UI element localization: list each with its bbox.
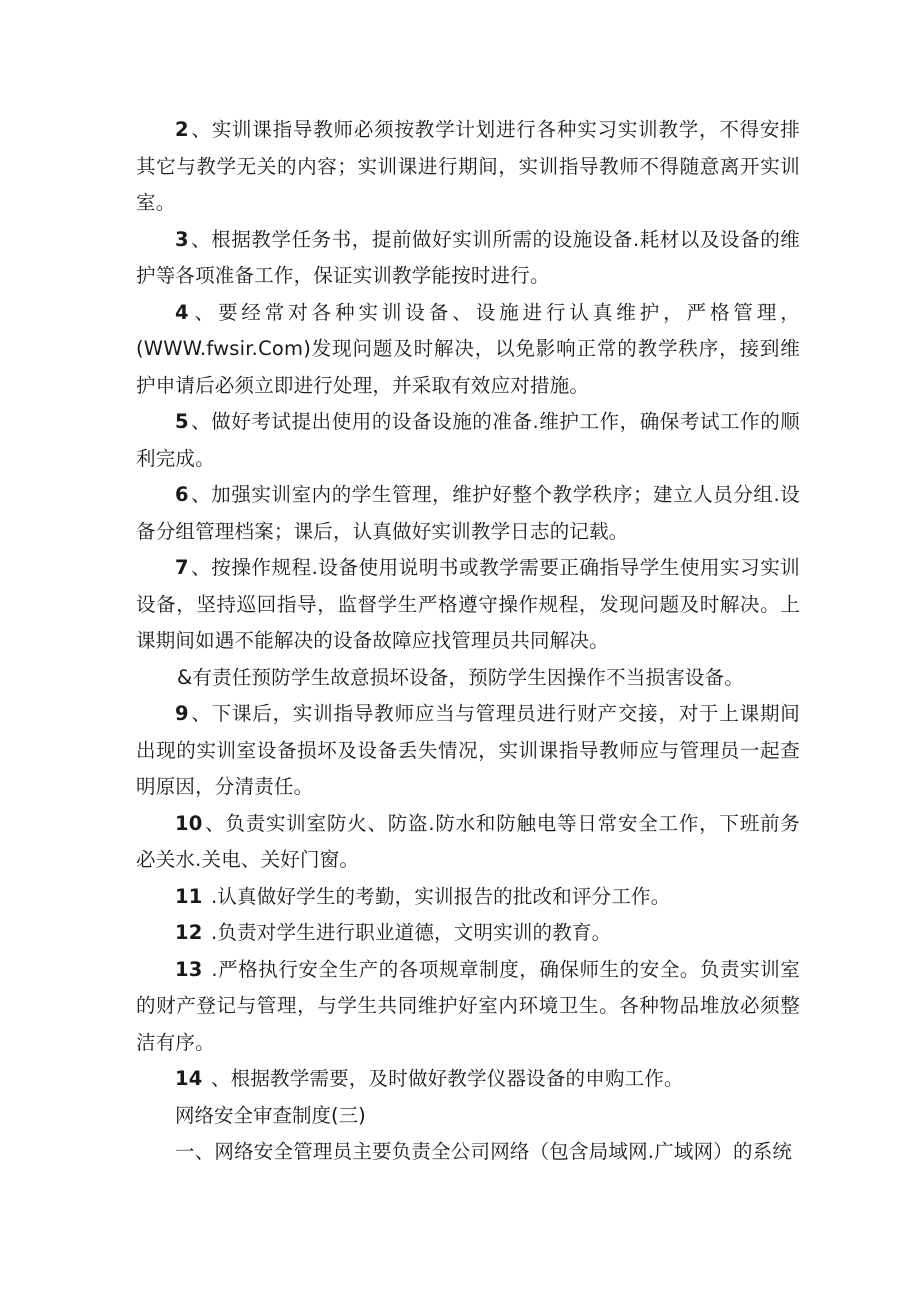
document-page [136,112,800,1171]
paragraph-9 [136,696,800,806]
paragraph-10 [136,806,800,879]
item-number: 5 [175,410,189,433]
item-number: 13 [175,957,203,981]
item-number: 9 [175,702,189,725]
paragraph-8 [136,660,800,697]
item-number: 3 [175,227,189,251]
paragraph-text: 、做好考试提出使用的设备设施的准备.维护工作，确保考试工作的顺利完成。 [136,410,800,470]
paragraph-2 [136,112,800,222]
paragraph-text: 、负责实训室防火、防盗.防水和防触电等日常安全工作，下班前务必关水.关电、关好门窗。 [136,811,800,871]
item-number: 11 [175,884,203,908]
paragraph-11 [136,879,800,916]
item-number: 2 [175,118,189,141]
paragraph-text: 、要经常对各种实训设备、设施进行认真维护，严格管理，(WWW.fwsir.Com)发现问题及时解决，以免影响正常的教学秩序，接到维护申请后必须立即进行处理，并采取有效应对措施。 [136,300,800,397]
paragraph-12 [136,915,800,952]
paragraph-7 [136,550,800,660]
paragraph-text: 、加强实训室内的学生管理，维护好整个教学秩序；建立人员分组.设备分组管理档案；课后，认真做好实训教学日志的记载。 [136,483,800,543]
paragraph-text: 、下课后，实训指导教师应当与管理员进行财产交接，对于上课期间出现的实训室设备损坏及设备丢失情况，实训课指导教师应与管理员一起查明原因，分清责任。 [136,702,800,798]
paragraph-6 [136,477,800,550]
paragraph-text: &有责任预防学生故意损坏设备，预防学生因操作不当损害设备。 [177,665,745,689]
paragraph-14 [136,1061,800,1098]
item-number: 14 [175,1067,203,1090]
paragraph-4 [136,295,800,405]
section-title: 网络安全审查制度(三) [175,1103,366,1127]
paragraph-text: 、根据教学需要，及时做好教学仪器设备的申购工作。 [204,1067,684,1090]
paragraph-text: .负责对学生进行职业道德，文明实训的教育。 [204,921,612,944]
paragraph-13 [136,952,800,1062]
paragraph-text: 、根据教学任务书，提前做好实训所需的设施设备.耗材以及设备的维护等各项准备工作，保证实训教学能按时进行。 [136,227,800,287]
paragraph-text: 、按操作规程.设备使用说明书或教学需要正确指导学生使用实习实训设备，坚持巡回指导，监督学生严格遵守操作规程，发现问题及时解决。上课期间如遇不能解决的设备故障应找管理员共同解决。 [136,556,800,652]
paragraph-text: .认真做好学生的考勤，实训报告的批改和评分工作。 [204,884,671,908]
paragraph-3 [136,222,800,295]
item-number: 6 [175,483,189,506]
paragraph-text: 、实训课指导教师必须按教学计划进行各种实习实训教学，不得安排其它与教学无关的内容；实训课进行期间，实训指导教师不得随意离开实训室。 [136,118,800,214]
paragraph-network-1: 一、网络安全管理员主要负责全公司网络（包含局域网.广域网）的系统 [175,1140,793,1163]
item-number: 4 [175,300,189,324]
paragraph-5 [136,404,800,477]
item-number: 10 [175,811,203,835]
item-number: 7 [175,556,189,579]
paragraph-text: .严格执行安全生产的各项规章制度，确保师生的安全。负责实训室的财产登记与管理，与学生共同维护好室内环境卫生。各种物品堆放必须整洁有序。 [136,957,800,1054]
item-number: 12 [175,921,203,944]
